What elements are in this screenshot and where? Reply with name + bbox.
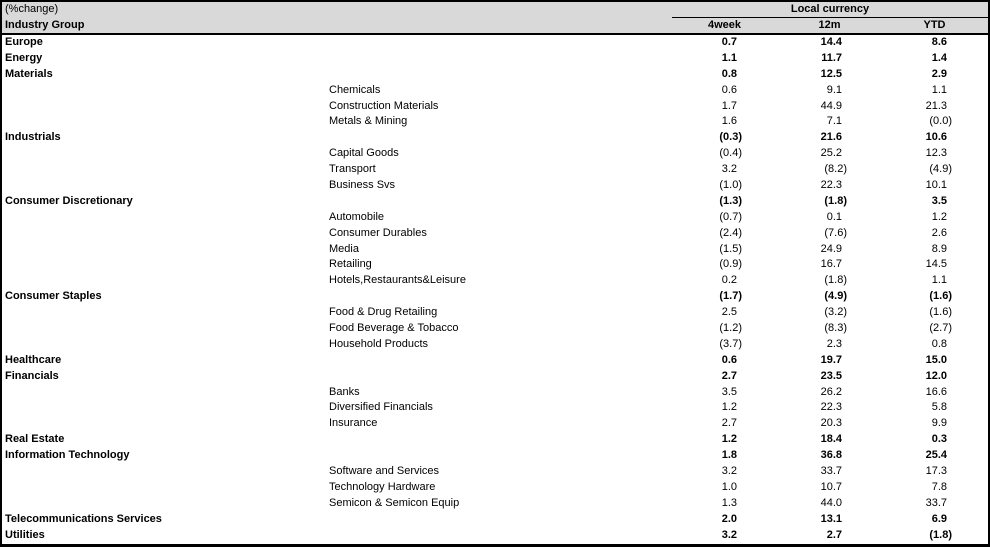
cell-ytd: 10.1 (925, 179, 947, 192)
row-label: Media (329, 242, 359, 255)
row-label: Technology Hardware (329, 480, 436, 493)
table-row (2, 464, 988, 480)
row-label: Hotels,Restaurants&Leisure (329, 274, 466, 287)
row-label: Semicon & Semicon Equip (329, 496, 460, 509)
row-label: Industrials (5, 131, 61, 144)
cell-4week: 1.8 (721, 449, 737, 462)
cell-4week: 1.3 (721, 496, 737, 509)
row-label: Consumer Discretionary (5, 194, 133, 207)
cell-4week: 2.5 (721, 306, 737, 319)
cell-ytd: 16.6 (925, 385, 947, 398)
cell-4week: 1.7 (721, 99, 737, 112)
cell-ytd: 1.1 (931, 274, 947, 287)
table-row (2, 67, 988, 83)
header-row-columns (2, 18, 988, 34)
cell-ytd: (1.6) (929, 290, 952, 303)
cell-ytd: 8.9 (931, 242, 947, 255)
row-label: Transport (329, 163, 376, 176)
cell-4week: (1.5) (719, 242, 742, 255)
cell-4week: 0.7 (721, 36, 737, 48)
cell-4week: 1.1 (721, 51, 737, 64)
percent-change-note: (%change) (5, 3, 59, 15)
cell-12m: 11.7 (821, 51, 842, 64)
cell-4week: 2.0 (721, 512, 737, 525)
row-label: Retailing (329, 258, 372, 271)
cell-4week: (1.2) (719, 322, 742, 335)
table-row (2, 400, 988, 416)
cell-4week: 0.8 (721, 67, 737, 80)
table-row (2, 273, 988, 289)
cell-12m: 33.7 (820, 465, 842, 478)
cell-12m: 2.3 (826, 337, 842, 350)
cell-ytd: 15.0 (925, 353, 947, 366)
row-label: Information Technology (5, 449, 130, 462)
cell-ytd: 12.3 (925, 147, 947, 160)
cell-4week: 0.6 (721, 83, 737, 96)
row-label: Food & Drug Retailing (329, 306, 438, 319)
header-row-currency (2, 2, 988, 18)
cell-4week: 3.2 (721, 163, 737, 176)
cell-12m: 10.7 (820, 480, 842, 493)
table-row (2, 83, 988, 99)
cell-ytd: 14.5 (925, 258, 947, 271)
table-row (2, 353, 988, 369)
table-row (2, 162, 988, 178)
column-header-ytd: YTD (923, 18, 946, 31)
cell-ytd: 8.6 (931, 36, 947, 48)
row-label: Europe (5, 36, 43, 48)
table-row (2, 130, 988, 146)
cell-12m: 44.0 (820, 496, 842, 509)
cell-4week: 2.7 (721, 369, 737, 382)
cell-ytd: 1.1 (931, 83, 947, 96)
cell-ytd: (1.6) (929, 306, 952, 319)
cell-12m: 25.2 (820, 147, 842, 160)
table-row (2, 496, 988, 512)
table-header (2, 2, 988, 35)
table-row (2, 178, 988, 194)
cell-12m: (3.2) (824, 306, 847, 319)
cell-12m: (4.9) (824, 290, 847, 303)
cell-12m: (8.2) (824, 163, 847, 176)
cell-4week: (0.4) (719, 147, 742, 160)
cell-4week: (2.4) (719, 226, 742, 239)
row-label: Chemicals (329, 83, 381, 96)
cell-12m: 36.8 (820, 449, 842, 462)
local-currency-header: Local currency (672, 2, 988, 18)
row-label: Healthcare (5, 353, 62, 366)
cell-ytd: 5.8 (931, 401, 947, 414)
table-row (2, 305, 988, 321)
cell-12m: 19.7 (820, 353, 842, 366)
row-label: Diversified Financials (329, 401, 433, 414)
cell-4week: (1.7) (719, 290, 742, 303)
cell-4week: 3.2 (721, 528, 737, 541)
table-row (2, 226, 988, 242)
cell-4week: (1.3) (719, 194, 742, 207)
cell-12m: 18.4 (820, 433, 842, 446)
cell-12m: 20.3 (820, 417, 842, 430)
cell-ytd: (0.0) (929, 115, 952, 128)
table-row (2, 289, 988, 305)
row-label: Software and Services (329, 465, 440, 478)
cell-12m: 22.3 (820, 179, 842, 192)
cell-12m: (1.8) (824, 274, 847, 287)
cell-ytd: 7.8 (931, 480, 947, 493)
cell-ytd: 3.5 (931, 194, 947, 207)
cell-4week: (0.3) (719, 131, 742, 144)
column-header-4week: 4week (707, 18, 742, 31)
cell-4week: 3.2 (721, 465, 737, 478)
cell-12m: (7.6) (824, 226, 847, 239)
table-row (2, 242, 988, 258)
cell-4week: (1.0) (719, 179, 742, 192)
row-label: Household Products (329, 337, 429, 350)
table-row (2, 416, 988, 432)
cell-12m: 12.5 (820, 67, 842, 80)
cell-4week: 1.0 (721, 480, 737, 493)
cell-ytd: 2.6 (931, 226, 947, 239)
row-label: Banks (329, 385, 360, 398)
cell-12m: 0.1 (826, 210, 842, 223)
table-row (2, 321, 988, 337)
table-row (2, 257, 988, 273)
table-row (2, 337, 988, 353)
cell-12m: 24.9 (820, 242, 842, 255)
cell-ytd: 2.9 (931, 67, 947, 80)
cell-12m: 21.6 (820, 131, 842, 144)
cell-4week: 1.2 (721, 433, 737, 446)
cell-12m: 23.5 (820, 369, 842, 382)
cell-12m: 2.7 (826, 528, 842, 541)
cell-ytd: 1.2 (931, 210, 947, 223)
cell-12m: 16.7 (820, 258, 842, 271)
row-label: Construction Materials (329, 99, 439, 112)
table-row (2, 194, 988, 210)
cell-ytd: 1.4 (931, 51, 947, 64)
table-row (2, 35, 988, 51)
cell-4week: 0.2 (721, 274, 737, 287)
cell-12m: 44.9 (820, 99, 842, 112)
cell-ytd: (4.9) (929, 163, 952, 176)
row-label: Utilities (5, 528, 45, 541)
cell-4week: 1.2 (721, 401, 737, 414)
table-row (2, 448, 988, 464)
row-label: Capital Goods (329, 147, 399, 160)
row-label: Consumer Staples (5, 290, 102, 303)
industry-group-header: Industry Group (5, 18, 85, 31)
cell-ytd: (2.7) (929, 322, 952, 335)
cell-12m: 13.1 (820, 512, 842, 525)
cell-12m: 7.1 (826, 115, 842, 128)
cell-ytd: 0.3 (931, 433, 947, 446)
cell-4week: 3.5 (721, 385, 737, 398)
cell-ytd: 0.8 (931, 337, 947, 350)
row-label: Real Estate (5, 433, 65, 446)
cell-ytd: 25.4 (925, 449, 947, 462)
cell-ytd: 10.6 (925, 131, 947, 144)
table-row (2, 146, 988, 162)
table-row (2, 114, 988, 130)
cell-ytd: 21.3 (925, 99, 947, 112)
cell-ytd: (1.8) (929, 528, 952, 541)
cell-4week: (0.9) (719, 258, 742, 271)
cell-4week: (0.7) (719, 210, 742, 223)
row-label: Telecommunications Services (5, 512, 162, 525)
cell-12m: (1.8) (824, 194, 847, 207)
cell-ytd: 17.3 (925, 465, 947, 478)
row-label: Metals & Mining (329, 115, 408, 128)
cell-4week: (3.7) (719, 337, 742, 350)
cell-12m: 26.2 (820, 385, 842, 398)
table-row (2, 369, 988, 385)
column-header-12m: 12m (818, 18, 841, 31)
table-row (2, 480, 988, 496)
cell-4week: 1.6 (721, 115, 737, 128)
row-label: Materials (5, 67, 53, 80)
table-body (2, 35, 988, 544)
table-row (2, 210, 988, 226)
cell-4week: 0.6 (721, 353, 737, 366)
table-row (2, 385, 988, 401)
row-label: Business Svs (329, 179, 396, 192)
row-label: Automobile (329, 210, 385, 223)
cell-ytd: 9.9 (931, 417, 947, 430)
row-label: Consumer Durables (329, 226, 427, 239)
table-row (2, 512, 988, 528)
row-label: Food Beverage & Tobacco (329, 322, 459, 335)
table-row (2, 51, 988, 67)
cell-12m: (8.3) (824, 322, 847, 335)
cell-12m: 9.1 (826, 83, 842, 96)
table-row (2, 99, 988, 115)
cell-ytd: 33.7 (925, 496, 947, 509)
row-label: Financials (5, 369, 59, 382)
cell-ytd: 12.0 (925, 369, 947, 382)
cell-12m: 14.4 (820, 36, 842, 48)
row-label: Insurance (329, 417, 378, 430)
cell-ytd: 6.9 (931, 512, 947, 525)
cell-12m: 22.3 (820, 401, 842, 414)
row-label: Energy (5, 51, 43, 64)
table-row (2, 432, 988, 448)
cell-4week: 2.7 (721, 417, 737, 430)
table-row (2, 528, 988, 544)
